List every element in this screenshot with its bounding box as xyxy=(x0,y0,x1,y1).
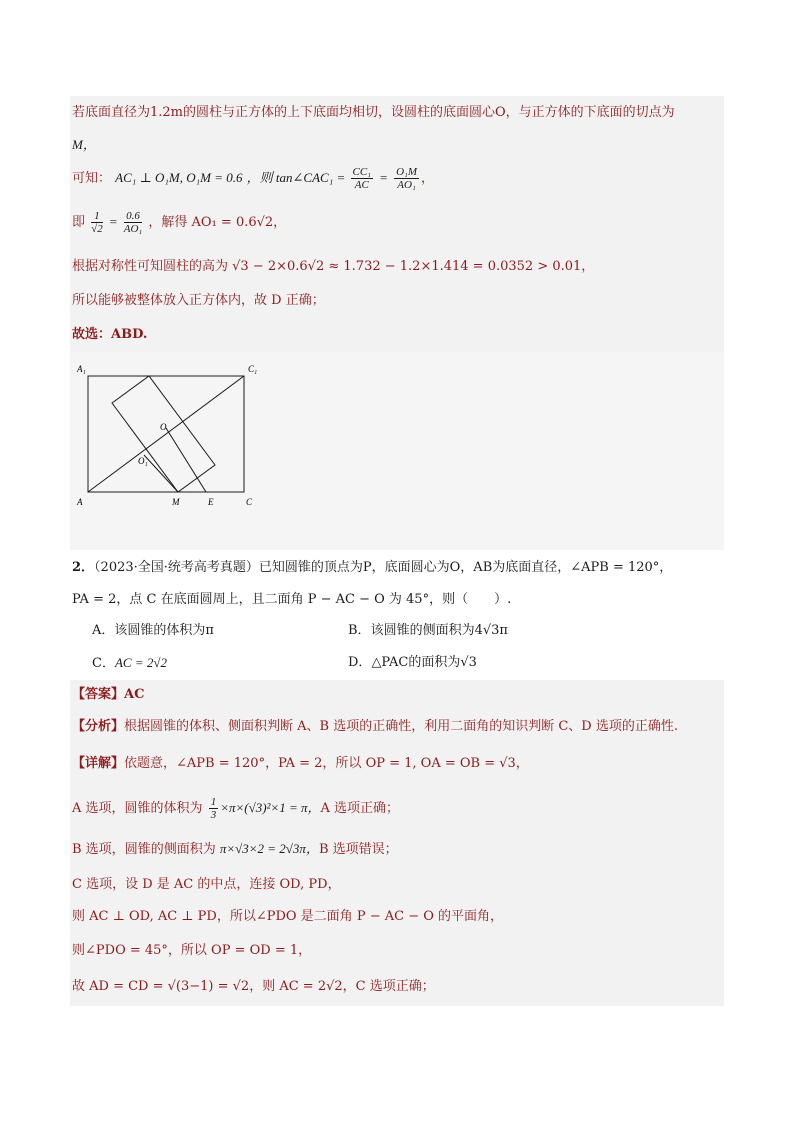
option-b: B．该圆锥的侧面积为4√3π xyxy=(348,623,508,638)
fraction: $\frac{0.6}{\text{AO₁}}$ xyxy=(123,210,143,235)
question-line-2: PA = 2，点 C 在底面圆周上，且二面角 P − AC − O 为 45°，则（ ）. xyxy=(72,592,512,607)
fraction: $\frac{1}{3}$ xyxy=(210,796,217,821)
fraction: $\frac{1}{√2}$ xyxy=(91,210,103,235)
option-c-line-3: 则∠PDO = 45°，所以 OP = OD = 1， xyxy=(72,943,312,958)
solution-line-5: 根据对称性可知圆柱的高为 √3 − 2×0.6√2 ≈ 1.732 − 1.2×1.414 = 0.0352 > 0.01， xyxy=(72,259,595,274)
segment-o1m xyxy=(144,455,178,492)
detail-line: 【详解】依题意，∠APB = 120°，PA = 2，所以 OP = 1, OA = OB = √3， xyxy=(72,756,529,771)
solution-line-2: M， xyxy=(72,137,96,152)
option-c-line-4: 故 AD = CD = √(3−1) = √2，则 AC = 2√2，C 选项正确； xyxy=(72,979,435,994)
geometry-figure xyxy=(72,360,272,520)
label-a: A xyxy=(77,497,83,507)
answer-line: 【答案】AC xyxy=(72,687,145,702)
label-e: E xyxy=(208,497,214,507)
option-c: C．AC = 2√2 xyxy=(92,655,167,671)
diagonal-ac1 xyxy=(88,376,244,492)
label-c: C xyxy=(246,497,253,507)
label-o1: O₁ xyxy=(138,456,148,466)
option-c-analysis: C 选项，设 D 是 AC 的中点，连接 OD, PD， xyxy=(72,877,341,892)
question-line-1: 2．（2023·全国·统考高考真题）已知圆锥的顶点为P，底面圆心为O，AB为底面直径，∠APB = 120°， xyxy=(72,560,673,575)
option-a-analysis: A 选项，圆锥的体积为 $\frac{1}{3}$ ×π×(√3)²×1 = π，A 选项正确； xyxy=(72,796,400,821)
solution-line-6: 所以能够被整体放入正方体内，故 D 正确； xyxy=(72,293,325,308)
solution-line-7: 故选：ABD. xyxy=(72,327,148,342)
fraction: $\frac{\text{O₁M}}{\text{AO₁}}$ xyxy=(396,166,417,191)
analysis-line: 【分析】根据圆锥的体积、侧面积判断 A、B 选项的正确性，利用二面角的知识判断 C、D 选项的正确性. xyxy=(72,719,678,734)
segment-oe xyxy=(166,428,206,492)
label-a1: A₁ xyxy=(77,364,86,374)
option-b-analysis: B 选项，圆锥的侧面积为 π×√3×2 = 2√3π，B 选项错误； xyxy=(72,841,398,857)
option-a: A．该圆锥的体积为π xyxy=(92,623,214,638)
solution-line-4: 即 $\frac{1}{√2}$ = $\frac{0.6}{\text{AO₁}}$ ，解得 AO₁ = 0.6√2， xyxy=(72,210,287,235)
solution-line-3: 可知： AC₁ ⊥ O₁M, O₁M = 0.6 ，则 tan∠CAC₁ = $\frac{\text{CC₁}}{AC}$ = $\frac{\text{O₁M}}{\text{AO₁}}$ ， xyxy=(72,166,435,191)
cylinder-section xyxy=(112,376,215,492)
label-c1: C₁ xyxy=(248,364,258,374)
option-c-line-2: 则 AC ⊥ OD, AC ⊥ PD，所以∠PDO 是二面角 P − AC − O 的平面角， xyxy=(72,909,504,924)
solution-line-1: 若底面直径为1.2m的圆柱与正方体的上下底面均相切，设圆柱的底面圆心O，与正方体的下底面的切点为 xyxy=(72,105,675,120)
label-o: O xyxy=(160,422,167,432)
label-m: M xyxy=(172,497,180,507)
fraction: $\frac{\text{CC₁}}{AC}$ xyxy=(352,166,371,191)
option-d: D．△PAC的面积为√3 xyxy=(348,655,477,670)
